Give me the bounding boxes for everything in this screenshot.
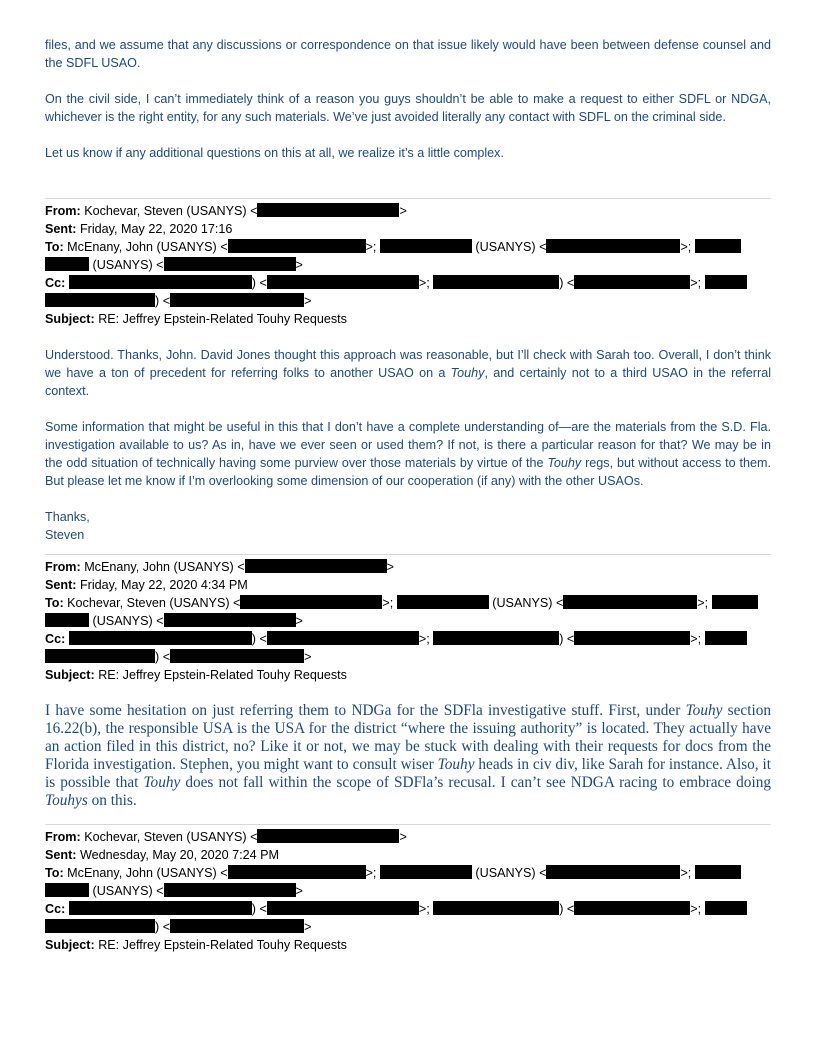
- redaction-box: [267, 631, 419, 645]
- redaction-box: [397, 595, 489, 609]
- redaction-box: [433, 901, 559, 915]
- cc-line: Cc: ) < >; ) < >;: [45, 274, 771, 292]
- redaction-box: [228, 239, 366, 253]
- redaction-box: [257, 829, 399, 843]
- redaction-box: [45, 883, 89, 897]
- redaction-box: [267, 901, 419, 915]
- redaction-box: [546, 239, 680, 253]
- redaction-box: [45, 613, 89, 627]
- email-body: [45, 702, 771, 810]
- redaction-box: [245, 559, 387, 573]
- redaction-box: [574, 631, 690, 645]
- to-line: To: McEnany, John (USANYS) < >; (USANYS) < >;: [45, 864, 771, 882]
- email-header: [45, 202, 771, 328]
- from-line: From: Kochevar, Steven (USANYS) < >: [45, 204, 407, 218]
- sent-line: Sent: Wednesday, May 20, 2020 7:24 PM: [45, 848, 280, 862]
- redaction-box: [45, 649, 155, 663]
- email-header: [45, 558, 771, 684]
- redaction-box: [433, 631, 559, 645]
- redaction-box: [712, 595, 758, 609]
- redaction-box: [563, 595, 697, 609]
- to-line-continued: (USANYS) < >: [45, 612, 771, 630]
- from-line: From: McEnany, John (USANYS) < >: [45, 560, 394, 574]
- to-line-continued: (USANYS) < >: [45, 882, 771, 900]
- redaction-box: [170, 649, 304, 663]
- redaction-box: [69, 275, 252, 289]
- cc-line-continued: ) < >: [45, 292, 771, 310]
- redaction-box: [164, 257, 296, 271]
- paragraph: I have some hesitation on just referring them to NDGa for the SDFla investigative stuff. First, under Touhy section 16.22(b), the responsible USA is the USA for the district “where the issuing authority” is located. They actually have an action filed in this district, no? Like it or not, we may be stuck with dealing with their requests for docs from the Florida investigation. Stephen, you might want to consult wiser Touhy heads in civ div, like Sarah for instance. Also, it is possible that Touhy does not fall within the scope of SDFla’s recusal. I can’t see NDGA racing to embrace doing Touhys on this.: [45, 702, 772, 809]
- subject-line: Subject: RE: Jeffrey Epstein-Related Touhy Requests: [45, 312, 347, 326]
- redaction-box: [574, 901, 690, 915]
- paragraph: files, and we assume that any discussions or correspondence on that issue likely would have been between defense counsel and the SDFL USAO.: [45, 38, 771, 70]
- redaction-box: [267, 275, 419, 289]
- to-line: To: McEnany, John (USANYS) < >; (USANYS) < >;: [45, 238, 771, 256]
- redaction-box: [546, 865, 680, 879]
- redaction-box: [164, 613, 296, 627]
- redaction-box: [433, 275, 559, 289]
- cc-line: Cc: ) < >; ) < >;: [45, 900, 771, 918]
- to-line: To: Kochevar, Steven (USANYS) < >; (USANYS) < >;: [45, 594, 771, 612]
- cc-line-continued: ) < >: [45, 648, 771, 666]
- subject-line: Subject: RE: Jeffrey Epstein-Related Touhy Requests: [45, 668, 347, 682]
- signoff: Thanks,: [45, 510, 90, 524]
- redaction-box: [705, 631, 747, 645]
- redaction-box: [228, 865, 366, 879]
- signature: Steven: [45, 528, 85, 542]
- paragraph: Understood. Thanks, John. David Jones thought this approach was reasonable, but I’ll check with Sarah too. Overall, I don’t think we have a ton of precedent for referring folks to another USAO on a Touhy, and certainly not to a third USAO in the referral context.: [45, 348, 771, 398]
- redaction-box: [69, 631, 252, 645]
- redaction-box: [695, 239, 741, 253]
- redaction-box: [164, 883, 296, 897]
- redaction-box: [69, 901, 252, 915]
- redaction-box: [240, 595, 382, 609]
- redaction-box: [170, 919, 304, 933]
- paragraph: Some information that might be useful in this that I don’t have a complete understanding of—are the materials from the S.D. Fla. investigation available to us? As in, have we ever seen or used them? If not, is there a particular reason for that? We may be in the odd situation of technically having some purview over those materials by virtue of the Touhy regs, but without access to them. But please let me know if I’m overlooking some dimension of our cooperation (if any) with the other USAOs.: [45, 420, 771, 488]
- redaction-box: [45, 919, 155, 933]
- cc-line: Cc: ) < >; ) < >;: [45, 630, 771, 648]
- email-body: [45, 346, 771, 544]
- cc-line-continued: ) < >: [45, 918, 771, 936]
- redaction-box: [574, 275, 690, 289]
- from-line: From: Kochevar, Steven (USANYS) < >: [45, 830, 407, 844]
- email-document: [45, 36, 771, 954]
- paragraph: On the civil side, I can’t immediately think of a reason you guys shouldn’t be able to make a request to either SDFL or NDGA, whichever is the right entity, for any such materials. We’ve just avoided literally any contact with SDFL on the criminal side.: [45, 92, 771, 124]
- redaction-box: [695, 865, 741, 879]
- to-line-continued: (USANYS) < >: [45, 256, 771, 274]
- redaction-box: [170, 293, 304, 307]
- redaction-box: [705, 275, 747, 289]
- email-header: [45, 828, 771, 954]
- redaction-box: [380, 239, 472, 253]
- sent-line: Sent: Friday, May 22, 2020 4:34 PM: [45, 578, 248, 592]
- redaction-box: [257, 203, 399, 217]
- redaction-box: [380, 865, 472, 879]
- reply-body-top: [45, 36, 771, 162]
- subject-line: Subject: RE: Jeffrey Epstein-Related Touhy Requests: [45, 938, 347, 952]
- sent-line: Sent: Friday, May 22, 2020 17:16: [45, 222, 233, 236]
- redaction-box: [705, 901, 747, 915]
- redaction-box: [45, 293, 155, 307]
- paragraph: Let us know if any additional questions on this at all, we realize it’s a little complex.: [45, 146, 504, 160]
- redaction-box: [45, 257, 89, 271]
